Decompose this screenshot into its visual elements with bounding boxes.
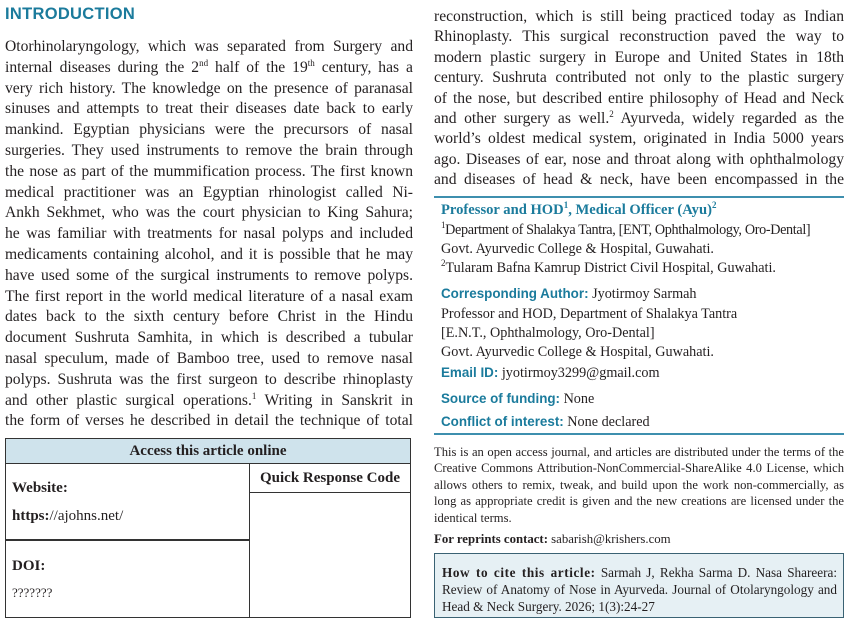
citation-box: [434, 553, 844, 618]
corr-line3: Govt. Ayurvedic College & Hospital, Guwahati.: [441, 344, 714, 360]
text: Ayurveda, widely regarded as the: [613, 109, 844, 127]
divider-bottom: [434, 433, 844, 435]
text-line: [5, 245, 413, 266]
text-line: [5, 224, 413, 245]
divider: [6, 539, 249, 541]
text-line: [5, 141, 413, 162]
text-line: [434, 170, 844, 190]
text-line: [5, 370, 413, 391]
citation-text: Sarmah J, Rekha Sarma D. Nasa Shareera: Review of Anatomy of Nose in Ayurveda. Journal of Otolaryngology and Head & Neck Surgery. 2026; 1(3):24-27: [442, 565, 837, 615]
text: and other plastic surgical operations.: [5, 391, 252, 409]
sup: 2: [711, 200, 717, 210]
text: Writing in Sanskrit in: [256, 391, 414, 409]
sup: 1: [441, 220, 446, 230]
qr-label: Quick Response Code: [250, 464, 410, 493]
title-2: Medical Officer (Ayu): [575, 202, 712, 218]
aff2-line1: Tularam Bafna Kamrup District Civil Hospital, Guwahati.: [445, 260, 776, 276]
conflict: [441, 414, 650, 431]
label: Conflict of interest:: [441, 414, 564, 429]
email: [441, 365, 660, 382]
text: medical practitioner was an Egyptian rhinologist called Ni-: [5, 183, 413, 201]
text-line: [5, 287, 413, 308]
text: he was familiar with treatments for nasal polyps and included: [5, 225, 413, 243]
text-line: [5, 266, 413, 287]
access-left: [6, 464, 250, 617]
text-line: [434, 48, 844, 68]
text-line: [5, 328, 413, 349]
text-line: [434, 7, 844, 27]
text-line: [434, 150, 844, 170]
superscript: th: [307, 57, 315, 68]
citation-label: How to cite this article:: [442, 565, 596, 580]
qr-section: [250, 464, 410, 617]
superscript: 2: [609, 108, 614, 119]
text: reconstruction, which is still being practiced today as Indian: [434, 8, 844, 25]
doi-label: DOI:: [12, 558, 46, 574]
text-line: [5, 99, 413, 120]
text-line: [434, 129, 844, 149]
text-line: [434, 109, 844, 129]
superscript: 1: [251, 390, 257, 401]
aff1-line1: Department of Shalakya Tantra, [ENT, Ophthalmology, Oro-Dental]: [445, 222, 811, 238]
sup: 2: [441, 258, 446, 268]
text-line: [434, 27, 844, 47]
text-line: [5, 411, 413, 432]
text-line: [5, 349, 413, 370]
text-line: [5, 37, 413, 58]
website-label: Website:: [12, 480, 68, 496]
reprints-email[interactable]: sabarish@krishers.com: [547, 532, 671, 546]
text-line: [5, 162, 413, 183]
text: document Sushruta Samhita, in which is described a tubular: [5, 329, 413, 347]
left-column-text: [5, 37, 413, 432]
text: the form of verses he described in detail the technique of total: [5, 412, 413, 430]
divider-top: [434, 196, 844, 198]
reprints-contact: [434, 532, 671, 547]
corresponding-author: [441, 286, 697, 303]
text: the nose as part of the mummification process. The first known: [5, 162, 413, 180]
text-line: [434, 89, 844, 109]
text: sinuses and attempts to treat their diseases date back to early: [5, 100, 413, 118]
corr-line2: [E.N.T., Ophthalmology, Oro-Dental]: [441, 325, 655, 341]
label: Email ID:: [441, 365, 499, 380]
text: and other surgery as well.: [434, 109, 610, 127]
label: Source of funding:: [441, 391, 561, 406]
text: Ankh Sekhmet, who was the court physician to King Sahura;: [5, 204, 413, 222]
text: century. Sushruta contributed not only to the plastic surgery: [434, 69, 844, 87]
text: half of the 19: [208, 58, 308, 76]
text: internal diseases during the 2: [5, 58, 200, 76]
url-rest: //ajohns.net/: [49, 508, 124, 524]
email-link[interactable]: jyotirmoy3299@gmail.com: [498, 365, 660, 381]
url-scheme: https:: [12, 508, 50, 524]
text: polyps. Sushruta was the first surgeon to describe rhinoplasty: [5, 370, 413, 388]
text-line: [5, 307, 413, 328]
text-line: [5, 391, 413, 412]
text-line: [434, 68, 844, 88]
text: ago. Diseases of ear, nose and throat along with ophthalmology: [434, 150, 844, 168]
access-header: Access this article online: [6, 439, 410, 464]
text-line: [5, 120, 413, 141]
text: dates back to the sixth century before Christ in the Hindu: [5, 308, 413, 326]
label: Corresponding Author:: [441, 286, 589, 301]
text: Otorhinolaryngology, which was separated from Surgery and: [5, 38, 413, 55]
title-1: Professor and HOD: [441, 202, 564, 218]
doi-value: ???????: [12, 585, 53, 600]
author-titles: [441, 202, 716, 219]
text-line: [5, 203, 413, 224]
label: For reprints contact:: [434, 532, 548, 546]
section-heading: INTRODUCTION: [5, 5, 136, 23]
text: The first report in the world medical literature of a nasal exam: [5, 287, 413, 305]
superscript: nd: [199, 57, 209, 68]
license-text: This is an open access journal, and articles are distributed under the terms of the Creative Commons Attribution-NonCommercial-ShareAlike 4.0 License, which allows others to remix, tweak, and build upon the work non-commercially, as long as appropriate credit is given and the new creations are licensed under the identical terms.: [434, 445, 844, 525]
text: century, has a: [314, 58, 413, 76]
text: very rich history. The knowledge on the presence of paranasal: [5, 79, 413, 97]
sup: 1: [563, 200, 569, 210]
text-line: [5, 79, 413, 100]
value: Jyotirmoy Sarmah: [588, 286, 697, 302]
corr-line1: Professor and HOD, Department of Shalakya Tantra: [441, 306, 738, 322]
affiliation-1: [441, 222, 810, 239]
sep: ,: [568, 202, 576, 218]
value: None declared: [563, 414, 650, 430]
text: modern plastic surgery in Europe and United States in 18th: [434, 48, 844, 66]
affiliation-1-line2: Govt. Ayurvedic College & Hospital, Guwahati.: [441, 241, 714, 257]
funding: [441, 391, 594, 408]
text: world’s oldest medical system, originated in India 5000 years: [434, 130, 844, 148]
affiliation-2: [441, 260, 776, 277]
text: have used some of the surgical instruments to remove polyps.: [5, 266, 413, 284]
text-line: [5, 58, 413, 79]
access-article-box: [5, 438, 411, 618]
website-url[interactable]: [12, 508, 123, 525]
text: surgeries. They used instruments to remove the brain through: [5, 141, 413, 159]
text: of the nose, but described entire philosophy of Head and Neck: [434, 89, 844, 107]
text: nasal speculum, made of Bamboo tree, used to remove nasal: [5, 349, 413, 367]
text: mankind. Egyptian physicians were the precursors of nasal: [5, 121, 413, 139]
text: and diseases of head & neck, have been encompassed in the: [434, 171, 844, 189]
right-column-text: [434, 7, 844, 191]
value: None: [560, 391, 595, 407]
text: Rhinoplasty. This surgical reconstruction paved the way to: [434, 28, 844, 46]
text: medicaments containing alcohol, and it is possible that he may: [5, 245, 413, 263]
text-line: [5, 183, 413, 204]
